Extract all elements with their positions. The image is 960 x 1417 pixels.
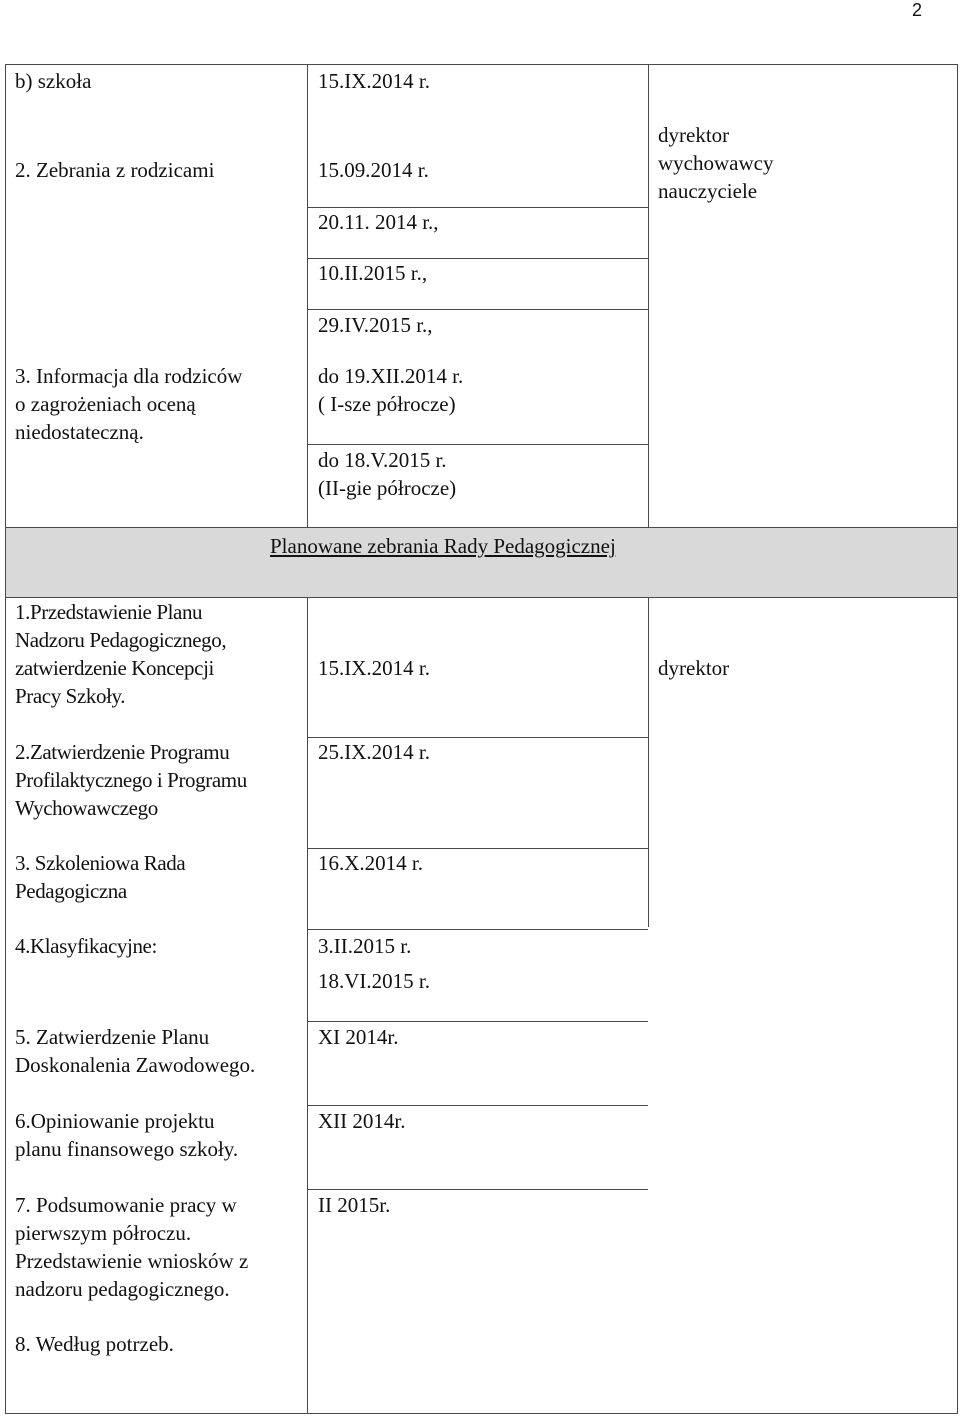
item-line: Pedagogiczna bbox=[15, 879, 127, 903]
meeting-date: 10.II.2015 r., bbox=[318, 261, 428, 285]
row-b-label: b) szkoła bbox=[15, 69, 92, 93]
item-line: planu finansowego szkoły. bbox=[15, 1137, 239, 1161]
row-3-date-line: do 19.XII.2014 r. bbox=[318, 364, 464, 388]
item-date: 16.X.2014 r. bbox=[318, 851, 423, 875]
item-date: 3.II.2015 r. bbox=[318, 934, 412, 958]
item-line: 1.Przedstawienie Planu bbox=[15, 600, 203, 624]
row-3-date-line: do 18.V.2015 r. bbox=[318, 448, 447, 472]
item-line: zatwierdzenie Koncepcji bbox=[15, 656, 214, 680]
row-3-date-line: (II-gie półrocze) bbox=[318, 476, 457, 500]
item-line: pierwszym półroczu. bbox=[15, 1221, 192, 1245]
item-line: 2.Zatwierdzenie Programu bbox=[15, 740, 230, 764]
item-line: Doskonalenia Zawodowego. bbox=[15, 1053, 256, 1077]
row-3-label-line: o zagrożeniach oceną bbox=[15, 392, 196, 416]
meeting-date: 15.09.2014 r. bbox=[318, 158, 429, 182]
responsible-line: dyrektor bbox=[658, 656, 730, 680]
row-b-date: 15.IX.2014 r. bbox=[318, 69, 430, 93]
item-line: Profilaktycznego i Programu bbox=[15, 768, 247, 792]
item-line: 7. Podsumowanie pracy w bbox=[15, 1193, 237, 1217]
responsible-line: nauczyciele bbox=[658, 179, 758, 203]
row-3-label-line: 3. Informacja dla rodziców bbox=[15, 364, 243, 388]
item-line: 4.Klasyfikacyjne: bbox=[15, 934, 157, 958]
meeting-date: 29.IV.2015 r., bbox=[318, 313, 433, 337]
row-2-label: 2. Zebrania z rodzicami bbox=[15, 158, 215, 182]
section-header-title: Planowane zebrania Rady Pedagogicznej bbox=[270, 534, 616, 558]
item-date: 15.IX.2014 r. bbox=[318, 656, 430, 680]
page-number: 2 bbox=[911, 0, 922, 20]
meeting-date: 20.11. 2014 r., bbox=[318, 210, 439, 234]
row-3-label-line: niedostateczną. bbox=[15, 420, 144, 444]
item-date: II 2015r. bbox=[318, 1193, 391, 1217]
item-date: 25.IX.2014 r. bbox=[318, 740, 430, 764]
row-3-date-line: ( I-sze półrocze) bbox=[318, 392, 456, 416]
responsible-line: wychowawcy bbox=[658, 151, 774, 175]
item-line: Nadzoru Pedagogicznego, bbox=[15, 628, 227, 652]
item-line: 6.Opiniowanie projektu bbox=[15, 1109, 215, 1133]
item-line: nadzoru pedagogicznego. bbox=[15, 1277, 230, 1301]
item-line: 3. Szkoleniowa Rada bbox=[15, 851, 186, 875]
item-date: 18.VI.2015 r. bbox=[318, 969, 430, 993]
item-line: Przedstawienie wniosków z bbox=[15, 1249, 249, 1273]
responsible-line: dyrektor bbox=[658, 123, 730, 147]
item-line: 5. Zatwierdzenie Planu bbox=[15, 1025, 210, 1049]
item-date: XII 2014r. bbox=[318, 1109, 406, 1133]
item-date: XI 2014r. bbox=[318, 1025, 399, 1049]
item-line: Wychowawczego bbox=[15, 796, 158, 820]
item-line: 8. Według potrzeb. bbox=[15, 1332, 174, 1356]
item-line: Pracy Szkoły. bbox=[15, 684, 126, 708]
